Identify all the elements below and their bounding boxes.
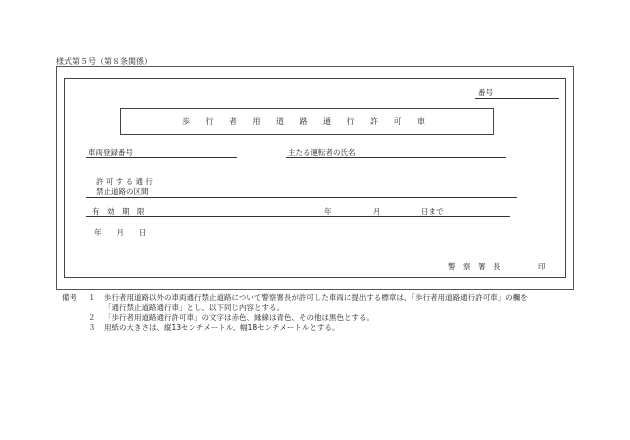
number-underline [475,98,559,99]
permitted-section-label-line1: 許 可 す る 通 行 [96,177,153,186]
note-2-number: ２ [88,313,96,322]
validity-month: 月 [373,207,381,216]
note-1-number: １ [88,293,96,302]
validity-year: 年 [324,207,332,216]
driver-name-label: 主たる運転者の氏名 [288,148,356,157]
vehicle-registration-underline [86,157,237,158]
vehicle-registration-label: 車両登録番号 [88,148,133,157]
seal-mark: 印 [538,262,546,271]
issue-date: 年 月 日 [94,228,147,237]
notes-header: 備考 [62,293,77,302]
note-2-line1: 「歩行者用道路通行許可車」の文字は赤色、縁線は青色、その他は黒色とする。 [104,313,374,322]
validity-underline [86,216,510,217]
note-1-line1: 歩行者用道路以外の車両通行禁止道路について警察署長が許可した車両に提出する標章は、「歩行者用道路通行許可車」の欄を [104,293,528,302]
validity-period-label: 有 効 期 限 [92,207,145,216]
permitted-section-underline [86,197,517,198]
note-3-number: ３ [88,323,96,332]
permitted-section-label-line2: 禁止道路の区間 [96,187,149,196]
note-1-line2: 「通行禁止道路通行車」とし、以下同じ内容とする。 [104,303,284,312]
form-number: 様式第５号（第８条関係） [56,57,152,66]
driver-name-underline [286,157,506,158]
note-3-line1: 用紙の大きさは、縦13センチメートル、幅18センチメートルとする。 [104,323,340,332]
validity-until: 日まで [421,207,444,216]
permit-title: 歩行者用道路通行許可車 [182,117,441,126]
issuer-title: 警 察 署 長 [448,262,501,271]
number-label: 番号 [478,88,493,97]
